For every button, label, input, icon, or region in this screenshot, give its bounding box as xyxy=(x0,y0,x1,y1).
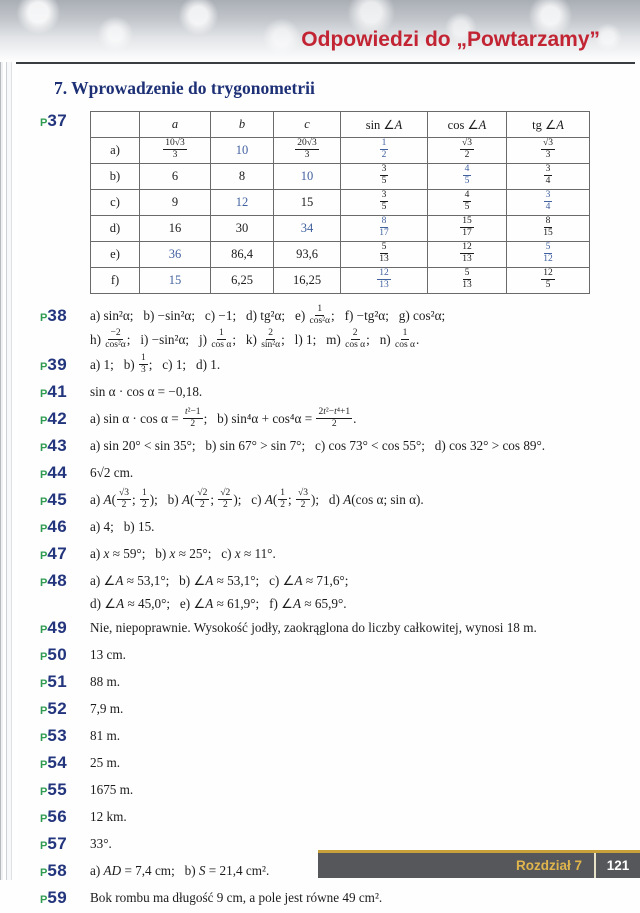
fraction: $\frac{2}{\text{sin²α}}$ xyxy=(261,327,281,351)
answer-line: 7,9 m. xyxy=(90,700,124,716)
table-cell: 86,4 xyxy=(211,242,274,268)
answer-text xyxy=(90,778,608,801)
answer-text xyxy=(90,353,608,377)
answer-line: a) sin α · cos α = $\frac{\text{t²−1}}{2}$ ; b) sin⁴α + cos⁴α = $\frac{\text{2t²−t⁴+1}}{2}$ . xyxy=(90,406,357,430)
exercise-label-prefix: P xyxy=(40,414,48,427)
exercise-label-prefix: P xyxy=(40,117,48,129)
table-row-label: d) xyxy=(91,216,140,242)
exercise-label-prefix: P xyxy=(40,576,48,589)
exercise-label-number: 49 xyxy=(47,617,68,637)
table-cell: 12 xyxy=(211,190,274,216)
exercise-label-p38 xyxy=(40,304,90,330)
table-cell xyxy=(341,216,428,242)
exercise-label-number: 41 xyxy=(47,381,68,401)
answer-row-p54 xyxy=(40,751,608,777)
exercise-label-p47 xyxy=(40,542,90,568)
exercise-label-p39 xyxy=(40,353,90,379)
table-cell xyxy=(428,216,507,242)
exercise-label-number: 56 xyxy=(47,806,68,826)
table-cell xyxy=(428,190,507,216)
table-cell: 15 xyxy=(140,268,211,294)
header-decoration-band xyxy=(0,0,640,62)
table-cell xyxy=(507,190,590,216)
fraction: $\frac{12}{13}$ xyxy=(379,267,389,290)
exercise-label-number: 54 xyxy=(47,752,68,772)
answer-row-p37 xyxy=(40,109,608,294)
answer-line: 88 m. xyxy=(90,673,121,689)
exercise-label-prefix: P xyxy=(40,387,48,400)
table-cell: 15 xyxy=(274,190,341,216)
table-cell xyxy=(507,164,590,190)
fraction: $\frac{4}{5}$ xyxy=(464,163,470,186)
fraction: $\frac{√3}{2}$ xyxy=(119,487,129,511)
answer-line: a) sin²α; b) −sin²α; c) −1; d) tg²α; e) $\frac{1}{\text{cos²α}}$ ; f) −tg²α; g) cos²α; xyxy=(90,303,446,327)
answer-line: a) ∠A ≈ 53,1°; b) ∠A ≈ 53,1°; c) ∠A ≈ 71,6°; xyxy=(90,572,349,588)
table-row-label: c) xyxy=(91,190,140,216)
answer-line: d) ∠A ≈ 45,0°; e) ∠A ≈ 61,9°; f) ∠A ≈ 65,9°. xyxy=(90,595,347,611)
fraction: $\frac{5}{13}$ xyxy=(379,241,389,264)
table-row xyxy=(91,138,590,164)
exercise-label-number: 44 xyxy=(47,462,68,482)
table-row-label: f) xyxy=(91,268,140,294)
answer-line: a) 4; b) 15. xyxy=(90,518,155,534)
table-row-label: b) xyxy=(91,164,140,190)
table-cell: 16,25 xyxy=(274,268,341,294)
answer-row-p52 xyxy=(40,697,608,723)
table-cell xyxy=(274,138,341,164)
exercise-label-prefix: P xyxy=(40,441,48,454)
table-cell xyxy=(140,138,211,164)
table-cell xyxy=(428,242,507,268)
answer-row-p55 xyxy=(40,778,608,804)
answer-text xyxy=(90,461,608,484)
table-cell: 10 xyxy=(274,164,341,190)
answer-text xyxy=(90,434,608,457)
section-title: 7. Wprowadzenie do trygonometrii xyxy=(54,78,315,98)
exercise-label-prefix: P xyxy=(40,893,48,906)
fraction: $\frac{12}{13}$ xyxy=(462,241,472,264)
table-row xyxy=(91,190,590,216)
table-cell xyxy=(428,268,507,294)
exercise-label-number: 59 xyxy=(47,887,68,907)
answer-text xyxy=(90,542,608,565)
exercise-label-prefix: P xyxy=(40,623,48,636)
answer-text xyxy=(90,724,608,747)
exercise-label-p41 xyxy=(40,380,90,406)
fraction: $\frac{3}{5}$ xyxy=(381,163,387,186)
exercise-label-p51 xyxy=(40,670,90,696)
fraction: $\frac{12}{5}$ xyxy=(543,267,553,290)
answer-line: 13 cm. xyxy=(90,646,126,662)
answer-row-p44 xyxy=(40,461,608,487)
answer-row-p45 xyxy=(40,488,608,514)
exercise-label-p50 xyxy=(40,643,90,669)
table-cell xyxy=(507,138,590,164)
fraction: $\frac{4}{5}$ xyxy=(464,189,470,212)
table-header-cell: cos ∠A xyxy=(428,112,507,138)
exercise-label-prefix: P xyxy=(40,731,48,744)
table-cell xyxy=(507,216,590,242)
fraction: $\frac{5}{12}$ xyxy=(543,241,553,264)
answer-line: 1675 m. xyxy=(90,781,134,797)
answer-text xyxy=(90,407,608,431)
exercise-label-prefix: P xyxy=(40,312,48,324)
exercise-label-p54 xyxy=(40,751,90,777)
exercise-label-p52 xyxy=(40,697,90,723)
exercise-label-number: 48 xyxy=(47,570,68,590)
table-cell xyxy=(341,268,428,294)
answer-text xyxy=(90,751,608,774)
answer-row-p50 xyxy=(40,643,608,669)
exercise-label-prefix: P xyxy=(40,866,48,879)
answer-row-p39 xyxy=(40,353,608,379)
fraction: $\frac{-2}{\text{cos²α}}$ xyxy=(105,327,126,351)
fraction: $\frac{3}{4}$ xyxy=(545,189,551,212)
answer-line: 33°. xyxy=(90,835,112,851)
table-cell xyxy=(341,242,428,268)
page-header-title: Odpowiedzi do „Powtarzamy” xyxy=(301,28,600,51)
exercise-label-prefix: P xyxy=(40,704,48,717)
table-row xyxy=(91,216,590,242)
fraction: $\frac{√3}{2}$ xyxy=(462,137,472,160)
exercise-label-number: 50 xyxy=(47,644,68,664)
fraction: $\frac{20√3}{3}$ xyxy=(297,137,317,160)
fraction: $\frac{8}{17}$ xyxy=(379,215,389,238)
answer-line: a) A( $\frac{√3}{2}$ ; $\frac{1}{2}$ ); b) A( $\frac{√2}{2}$ ; $\frac{√2}{2}$ ); c) A( $\frac{1}{2}$ ; $\frac{√3}{2}$ ); d) A(cos α; sin α). xyxy=(90,487,424,511)
table-header-cell: tg ∠A xyxy=(507,112,590,138)
page-spine-decoration xyxy=(0,0,17,880)
answer-line: 81 m. xyxy=(90,727,121,743)
answer-line: 6√2 cm. xyxy=(90,464,134,480)
table-row-label: a) xyxy=(91,138,140,164)
exercise-label-prefix: P xyxy=(40,812,48,825)
trigonometry-answer-table xyxy=(90,111,590,294)
exercise-label-number: 39 xyxy=(47,354,68,374)
exercise-label-number: 55 xyxy=(47,779,68,799)
table-cell: 9 xyxy=(140,190,211,216)
answer-row-p43 xyxy=(40,434,608,460)
answer-line: a) x ≈ 59°; b) x ≈ 25°; c) x ≈ 11°. xyxy=(90,545,276,561)
exercise-label-prefix: P xyxy=(40,650,48,663)
exercise-label-prefix: P xyxy=(40,468,48,481)
table-cell xyxy=(428,164,507,190)
table-header-cell: b xyxy=(211,112,274,138)
answer-text xyxy=(90,697,608,720)
exercise-label-prefix: P xyxy=(40,495,48,508)
answer-text xyxy=(90,569,608,615)
exercise-label-p59 xyxy=(40,886,90,912)
footer-page-number: 121 xyxy=(606,858,630,873)
fraction: $\frac{1}{2}$ xyxy=(381,137,387,160)
exercise-label-p48 xyxy=(40,569,90,595)
exercise-label-p55 xyxy=(40,778,90,804)
fraction: $\frac{\text{t²−1}}{2}$ xyxy=(184,406,201,430)
table-row xyxy=(91,268,590,294)
exercise-label-number: 37 xyxy=(47,111,68,130)
exercise-label-prefix: P xyxy=(40,549,48,562)
header-rule xyxy=(16,62,635,64)
fraction: $\frac{5}{13}$ xyxy=(462,267,472,290)
table-cell: 34 xyxy=(274,216,341,242)
exercise-label-p58 xyxy=(40,859,90,885)
answer-line: sin α · cos α = −0,18. xyxy=(90,383,203,399)
fraction: $\frac{1}{\text{cos²α}}$ xyxy=(309,303,331,327)
table-row xyxy=(91,242,590,268)
answer-row-p42 xyxy=(40,407,608,433)
table-header-cell: sin ∠A xyxy=(341,112,428,138)
exercise-label-prefix: P xyxy=(40,839,48,852)
table-row xyxy=(91,164,590,190)
answer-row-p56 xyxy=(40,805,608,831)
answer-text xyxy=(90,886,608,909)
table-cell xyxy=(507,242,590,268)
table-cell: 6 xyxy=(140,164,211,190)
exercise-label-p53 xyxy=(40,724,90,750)
fraction: $\frac{1}{3}$ xyxy=(140,352,146,376)
exercise-label-p43 xyxy=(40,434,90,460)
answer-text xyxy=(90,515,608,538)
footer-chapter-label: Rozdział 7 xyxy=(515,858,582,873)
table-row-label: e) xyxy=(91,242,140,268)
fraction: $\frac{3}{5}$ xyxy=(381,189,387,212)
answer-line: a) sin 20° < sin 35°; b) sin 67° > sin 7°; c) cos 73° < cos 55°; d) cos 32° > cos 89°. xyxy=(90,437,546,453)
table-header-cell: a xyxy=(140,112,211,138)
answer-text xyxy=(90,488,608,512)
answer-row-p53 xyxy=(40,724,608,750)
page-content xyxy=(40,70,608,913)
exercise-label-p44 xyxy=(40,461,90,487)
table-cell: 93,6 xyxy=(274,242,341,268)
fraction: $\frac{15}{17}$ xyxy=(462,215,472,238)
fraction: $\frac{8}{15}$ xyxy=(543,215,553,238)
exercise-label-number: 58 xyxy=(47,860,68,880)
fraction: $\frac{3}{4}$ xyxy=(545,163,551,186)
fraction: $\frac{√3}{2}$ xyxy=(298,487,308,511)
exercise-label-p37 xyxy=(40,109,90,135)
exercise-label-prefix: P xyxy=(40,758,48,771)
exercise-label-p57 xyxy=(40,832,90,858)
answer-line: 25 m. xyxy=(90,754,121,770)
fraction: $\frac{1}{2}$ xyxy=(141,487,147,511)
exercise-label-prefix: P xyxy=(40,785,48,798)
footer-bar xyxy=(318,850,640,878)
fraction: $\frac{√2}{2}$ xyxy=(197,487,208,511)
answer-row-p38 xyxy=(40,304,608,352)
exercise-label-number: 38 xyxy=(47,306,68,325)
exercise-label-p49 xyxy=(40,616,90,642)
table-cell xyxy=(428,138,507,164)
fraction: $\frac{2}{\text{cos α}}$ xyxy=(345,327,366,351)
answer-text xyxy=(90,670,608,693)
table-header-cell xyxy=(91,112,140,138)
answer-text xyxy=(90,304,608,352)
fraction: $\frac{√2}{2}$ xyxy=(220,487,231,511)
fraction: $\frac{1}{2}$ xyxy=(280,487,286,511)
answer-line: 12 km. xyxy=(90,808,127,824)
answer-row-p49 xyxy=(40,616,608,642)
answer-row-p59 xyxy=(40,886,608,912)
fraction: $\frac{√3}{3}$ xyxy=(543,137,553,160)
exercise-label-p45 xyxy=(40,488,90,514)
fraction: $\frac{1}{\text{cos α}}$ xyxy=(395,327,416,351)
exercise-label-number: 43 xyxy=(47,435,68,455)
exercise-label-number: 53 xyxy=(47,725,68,745)
answer-line: h) $\frac{-2}{\text{cos²α}}$ ; i) −sin²α; j) $\frac{1}{\text{cos α}}$ ; k) $\frac{2}{\text{sin²α}}$ ; l) 1; m) $\frac{2}{\text{cos α}}$ ; n) $\frac{1}{\text{cos α}}$ . xyxy=(90,327,420,351)
answer-text xyxy=(90,380,608,403)
fraction: $\frac{10√3}{3}$ xyxy=(165,137,185,160)
answer-row-p51 xyxy=(40,670,608,696)
answer-row-p46 xyxy=(40,515,608,541)
exercise-label-number: 57 xyxy=(47,833,68,853)
exercise-label-p56 xyxy=(40,805,90,831)
exercise-label-prefix: P xyxy=(40,677,48,690)
exercise-label-number: 42 xyxy=(47,408,68,428)
answer-row-p41 xyxy=(40,380,608,406)
answer-text xyxy=(90,616,608,639)
answer-text xyxy=(90,805,608,828)
table-cell: 16 xyxy=(140,216,211,242)
table-cell xyxy=(341,164,428,190)
table-cell: 6,25 xyxy=(211,268,274,294)
exercise-label-number: 52 xyxy=(47,698,68,718)
exercise-label-number: 51 xyxy=(47,671,68,691)
table-header-cell: c xyxy=(274,112,341,138)
exercise-label-prefix: P xyxy=(40,522,48,535)
exercise-label-number: 46 xyxy=(47,516,68,536)
table-header-row xyxy=(91,112,590,138)
answer-text xyxy=(90,643,608,666)
exercise-label-p46 xyxy=(40,515,90,541)
table-cell: 30 xyxy=(211,216,274,242)
exercise-label-number: 45 xyxy=(47,489,68,509)
answer-line: a) 1; b) $\frac{1}{3}$ ; c) 1; d) 1. xyxy=(90,352,221,376)
answer-line: Nie, niepoprawnie. Wysokość jodły, zaokrąglona do liczby całkowitej, wynosi 18 m. xyxy=(90,619,537,635)
fraction: $\frac{\text{2t²−t⁴+1}}{2}$ xyxy=(318,406,351,430)
table-cell xyxy=(341,138,428,164)
table-cell xyxy=(341,190,428,216)
answers-list xyxy=(40,304,608,912)
table-cell: 10 xyxy=(211,138,274,164)
exercise-label-prefix: P xyxy=(40,360,48,373)
exercise-label-number: 47 xyxy=(47,543,68,563)
fraction: $\frac{1}{\text{cos α}}$ xyxy=(211,327,232,351)
answer-line: a) AD = 7,4 cm; b) S = 21,4 cm². xyxy=(90,862,270,878)
table-cell: 36 xyxy=(140,242,211,268)
answer-row-p48 xyxy=(40,569,608,615)
answer-line: Bok rombu ma długość 9 cm, a pole jest równe 49 cm². xyxy=(90,889,383,905)
table-cell: 8 xyxy=(211,164,274,190)
table-cell xyxy=(507,268,590,294)
answer-row-p47 xyxy=(40,542,608,568)
exercise-label-p42 xyxy=(40,407,90,433)
